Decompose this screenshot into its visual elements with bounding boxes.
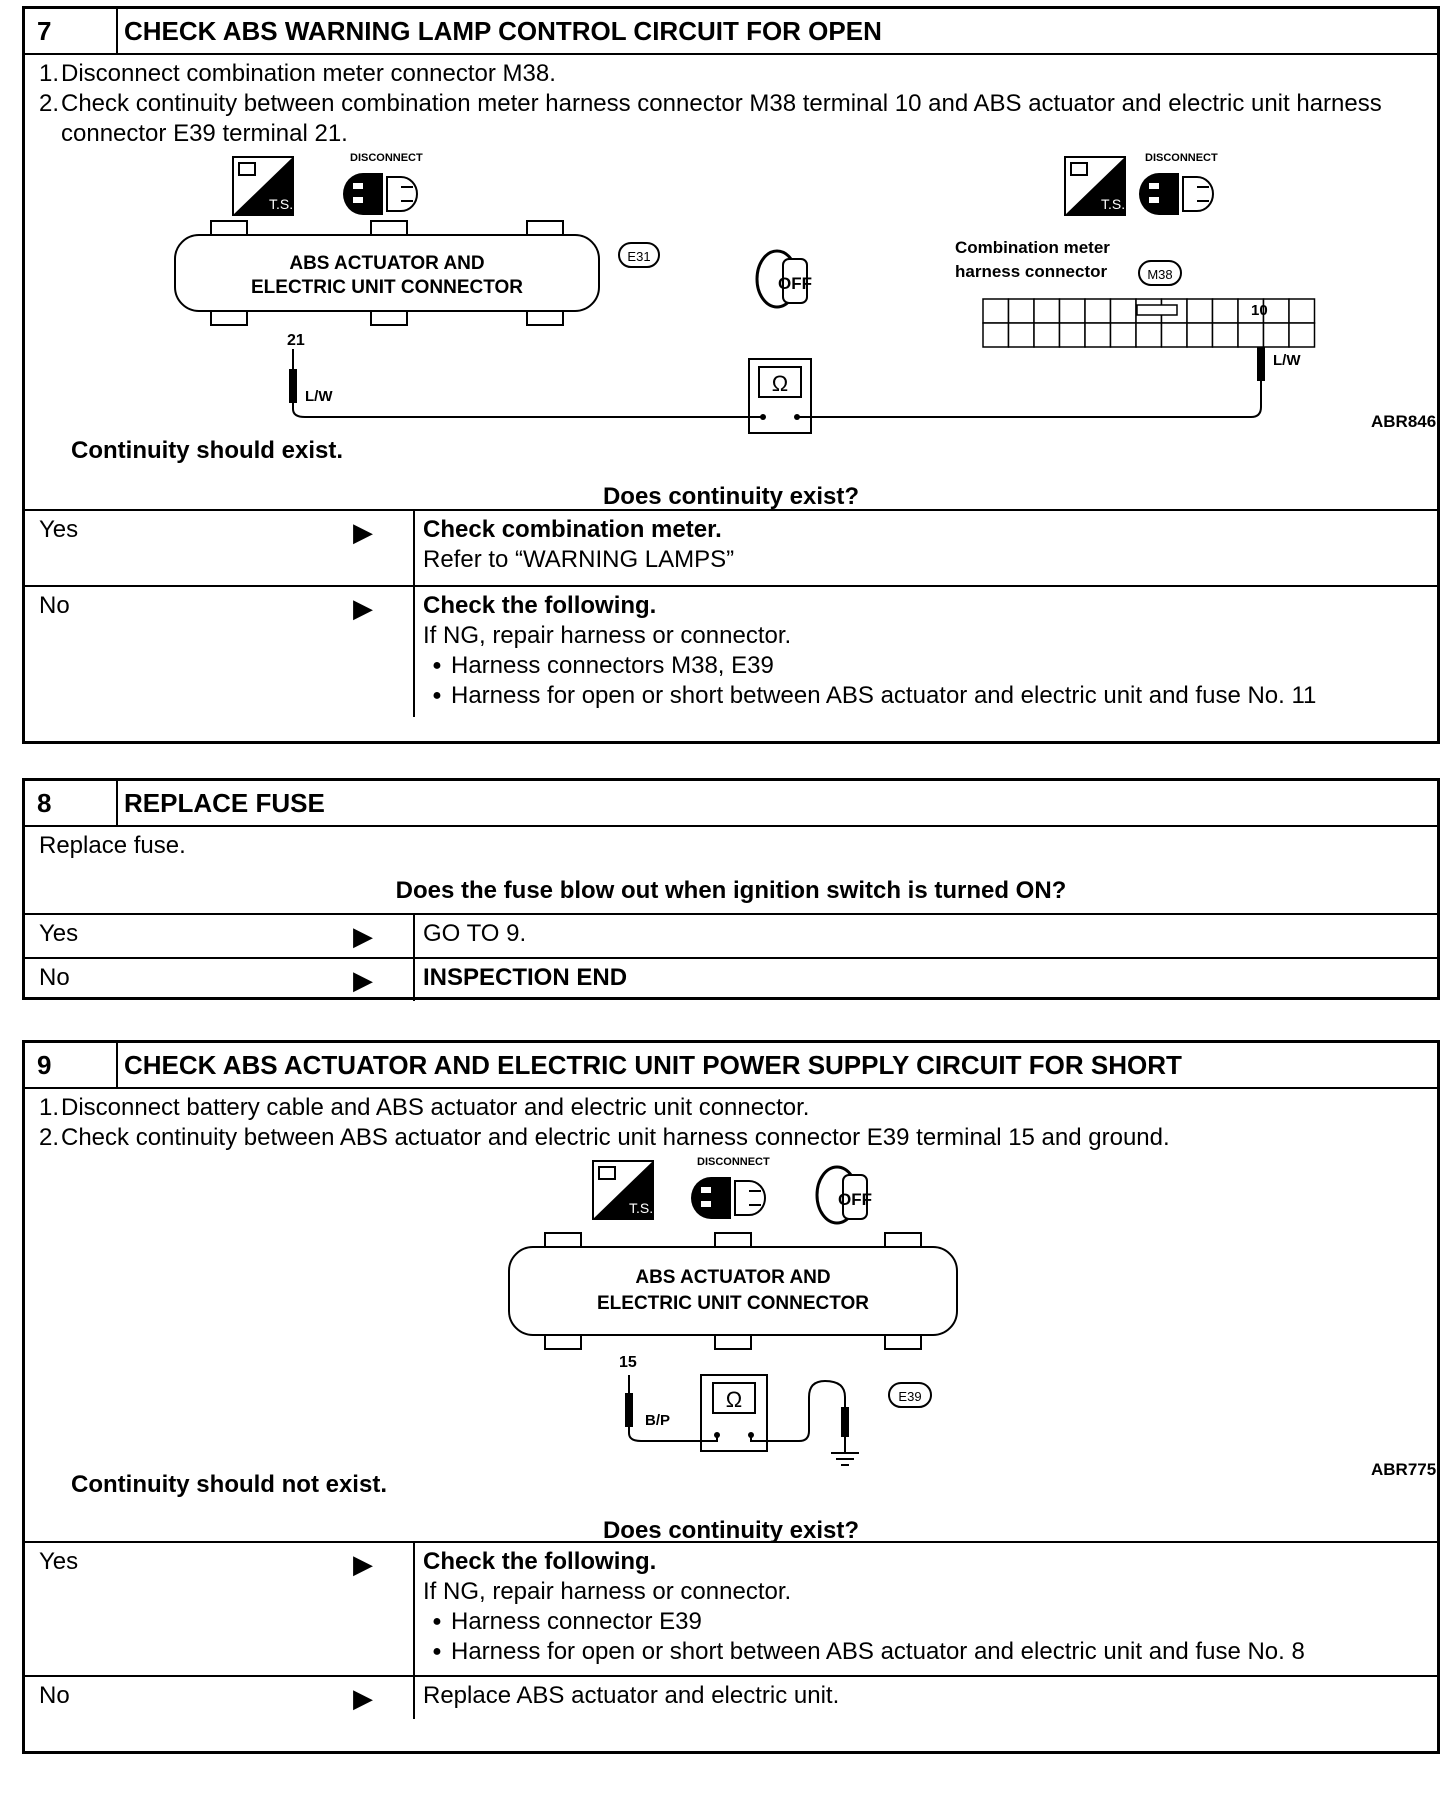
answer-yes-row — [25, 509, 1437, 585]
step-header — [25, 781, 1437, 827]
expectation-text: Continuity should not exist. — [71, 1471, 387, 1498]
question-text: Does continuity exist? — [602, 483, 860, 510]
action-text: If NG, repair harness or connector. — [423, 622, 792, 649]
connector-cell — [1289, 323, 1315, 347]
svg-text:Ω: Ω — [725, 1387, 743, 1412]
arrow-right-icon: ▶ — [353, 517, 373, 547]
circuit-diagram-abr775 — [25, 1153, 1437, 1544]
bullet-icon: ● — [432, 1643, 442, 1660]
action-text: Replace ABS actuator and electric unit. — [423, 1682, 840, 1709]
combination-meter-connector — [955, 238, 1315, 347]
step-header — [25, 9, 1437, 55]
abs-connector — [175, 221, 599, 349]
answer-label: No — [39, 964, 70, 991]
disconnect-icon — [691, 1156, 770, 1219]
step-9-box — [22, 1040, 1440, 1754]
svg-text:L/W: L/W — [1273, 352, 1301, 369]
connector-code-badge — [889, 1383, 931, 1407]
connector-cell — [983, 323, 1009, 347]
answer-no-row — [25, 957, 1437, 1001]
question-text: Does continuity exist? — [602, 1517, 860, 1544]
connector-code-badge — [619, 243, 659, 267]
bullet-icon: ● — [432, 657, 442, 674]
connector-cell — [1034, 299, 1060, 323]
svg-text:B/P: B/P — [645, 1412, 671, 1429]
connector-cell — [1034, 323, 1060, 347]
disconnect-icon — [1139, 152, 1218, 215]
arrow-right-icon: ▶ — [353, 965, 373, 995]
svg-text:DISCONNECT: DISCONNECT — [350, 152, 423, 164]
svg-text:15: 15 — [619, 1354, 637, 1371]
connector-cell — [1187, 299, 1213, 323]
step-number: 7 — [25, 9, 118, 53]
answer-label: Yes — [39, 920, 79, 947]
action-title: Check combination meter. — [423, 516, 722, 543]
svg-text:21: 21 — [287, 332, 305, 349]
svg-text:ELECTRIC UNIT CONNECTOR: ELECTRIC UNIT CONNECTOR — [251, 277, 523, 298]
connector-cell — [1111, 299, 1137, 323]
instructions — [25, 1089, 1437, 1153]
arrow-right-icon: ▶ — [353, 1549, 373, 1579]
action-text: GO TO 9. — [423, 920, 527, 947]
list-item: ● Harness for open or short between ABS actuator and electric unit and fuse No. 8 — [423, 1637, 1429, 1667]
bullet-icon: ● — [432, 1613, 442, 1630]
svg-text:OFF: OFF — [838, 1190, 872, 1209]
connector-cell — [1085, 299, 1111, 323]
answer-no-row — [25, 585, 1437, 717]
list-item: ● Harness connector E39 — [423, 1607, 1429, 1637]
answer-label: Yes — [39, 1548, 79, 1575]
svg-text:L/W: L/W — [305, 388, 333, 405]
connector-cell — [1162, 323, 1188, 347]
instructions — [25, 55, 1437, 149]
connector-cell — [1264, 323, 1290, 347]
answer-label: Yes — [39, 516, 79, 543]
connector-cell — [983, 299, 1009, 323]
instruction-item: 2. Check continuity between ABS actuator and electric unit harness connector E39 terminal 15 and ground. — [39, 1124, 1170, 1151]
ts-icon — [1065, 157, 1125, 215]
action-text: Refer to “WARNING LAMPS” — [423, 546, 735, 573]
action-text: INSPECTION END — [423, 964, 628, 991]
svg-text:ABS ACTUATOR AND: ABS ACTUATOR AND — [289, 253, 485, 274]
step-title: REPLACE FUSE — [124, 787, 325, 818]
answer-no-row — [25, 1675, 1437, 1719]
answer-yes-row — [25, 1541, 1437, 1675]
svg-text:T.S.: T.S. — [629, 1200, 654, 1216]
ts-icon — [593, 1161, 653, 1219]
instruction-text: Replace fuse. — [39, 832, 186, 859]
instruction-item: 2. Check continuity between combination meter harness connector M38 terminal 10 and ABS actuator and electric unit harness connector E39 terminal 21. — [39, 90, 1382, 147]
step-number: 9 — [25, 1043, 118, 1087]
answer-yes-row — [25, 913, 1437, 957]
svg-text:E31: E31 — [627, 249, 651, 264]
step-title: CHECK ABS WARNING LAMP CONTROL CIRCUIT FOR OPEN — [124, 15, 882, 46]
expectation-text: Continuity should exist. — [71, 437, 344, 464]
connector-cell — [1187, 323, 1213, 347]
connector-cell — [1289, 299, 1315, 323]
ignition-off-icon — [757, 251, 812, 307]
connector-cell — [1060, 323, 1086, 347]
svg-text:ELECTRIC UNIT CONNECTOR: ELECTRIC UNIT CONNECTOR — [597, 1293, 869, 1314]
connector-cell — [1060, 299, 1086, 323]
connector-cell — [1213, 323, 1239, 347]
svg-text:harness connector: harness connector — [955, 262, 1108, 281]
svg-text:Ω: Ω — [771, 371, 789, 396]
action-title: Check the following. — [423, 592, 657, 619]
list-item: ● Harness for open or short between ABS actuator and electric unit and fuse No. 11 — [423, 681, 1429, 711]
arrow-right-icon: ▶ — [353, 593, 373, 623]
connector-cell — [1213, 299, 1239, 323]
connector-cell — [1238, 323, 1264, 347]
svg-text:T.S.: T.S. — [269, 196, 294, 212]
arrow-right-icon: ▶ — [353, 1683, 373, 1713]
figure-ref: ABR775 — [1371, 1460, 1437, 1479]
step-number: 8 — [25, 781, 118, 825]
connector-cell — [1085, 323, 1111, 347]
svg-text:DISCONNECT: DISCONNECT — [1145, 152, 1218, 164]
action-title: Check the following. — [423, 1548, 657, 1575]
svg-text:DISCONNECT: DISCONNECT — [697, 1156, 770, 1168]
svg-text:10: 10 — [1251, 302, 1268, 319]
connector-cell — [1009, 323, 1035, 347]
svg-text:T.S.: T.S. — [1101, 196, 1126, 212]
abs-connector — [509, 1233, 957, 1371]
connector-key — [1137, 305, 1177, 315]
bullet-icon: ● — [432, 687, 442, 704]
ts-icon — [233, 157, 293, 215]
step-header — [25, 1043, 1437, 1089]
list-item: ● Harness connectors M38, E39 — [423, 651, 1429, 681]
figure-ref: ABR846 — [1371, 412, 1437, 431]
question-text: Does the fuse blow out when ignition switch is turned ON? — [395, 877, 1067, 904]
step-7-box — [22, 6, 1440, 744]
connector-cell — [1136, 323, 1162, 347]
svg-text:ABS ACTUATOR AND: ABS ACTUATOR AND — [635, 1267, 831, 1288]
circuit-diagram-abr846 — [25, 149, 1437, 509]
arrow-right-icon: ▶ — [353, 921, 373, 951]
svg-text:Combination meter: Combination meter — [955, 238, 1110, 257]
svg-text:E39: E39 — [898, 1389, 922, 1404]
svg-text:M38: M38 — [1147, 267, 1173, 282]
disconnect-icon — [343, 152, 423, 215]
connector-cell — [1009, 299, 1035, 323]
action-text: If NG, repair harness or connector. — [423, 1578, 792, 1605]
ohmmeter — [749, 359, 811, 433]
svg-text:OFF: OFF — [778, 274, 812, 293]
ohmmeter — [701, 1375, 767, 1451]
ignition-off-icon — [817, 1167, 872, 1223]
connector-cell — [1111, 323, 1137, 347]
instruction-item: 1. Disconnect battery cable and ABS actuator and electric unit connector. — [39, 1094, 810, 1121]
step-title: CHECK ABS ACTUATOR AND ELECTRIC UNIT POWER SUPPLY CIRCUIT FOR SHORT — [124, 1049, 1182, 1080]
step-8-box — [22, 778, 1440, 1000]
answer-label: No — [39, 1682, 70, 1709]
answer-label: No — [39, 592, 70, 619]
instruction-item: 1. Disconnect combination meter connector M38. — [39, 60, 556, 87]
